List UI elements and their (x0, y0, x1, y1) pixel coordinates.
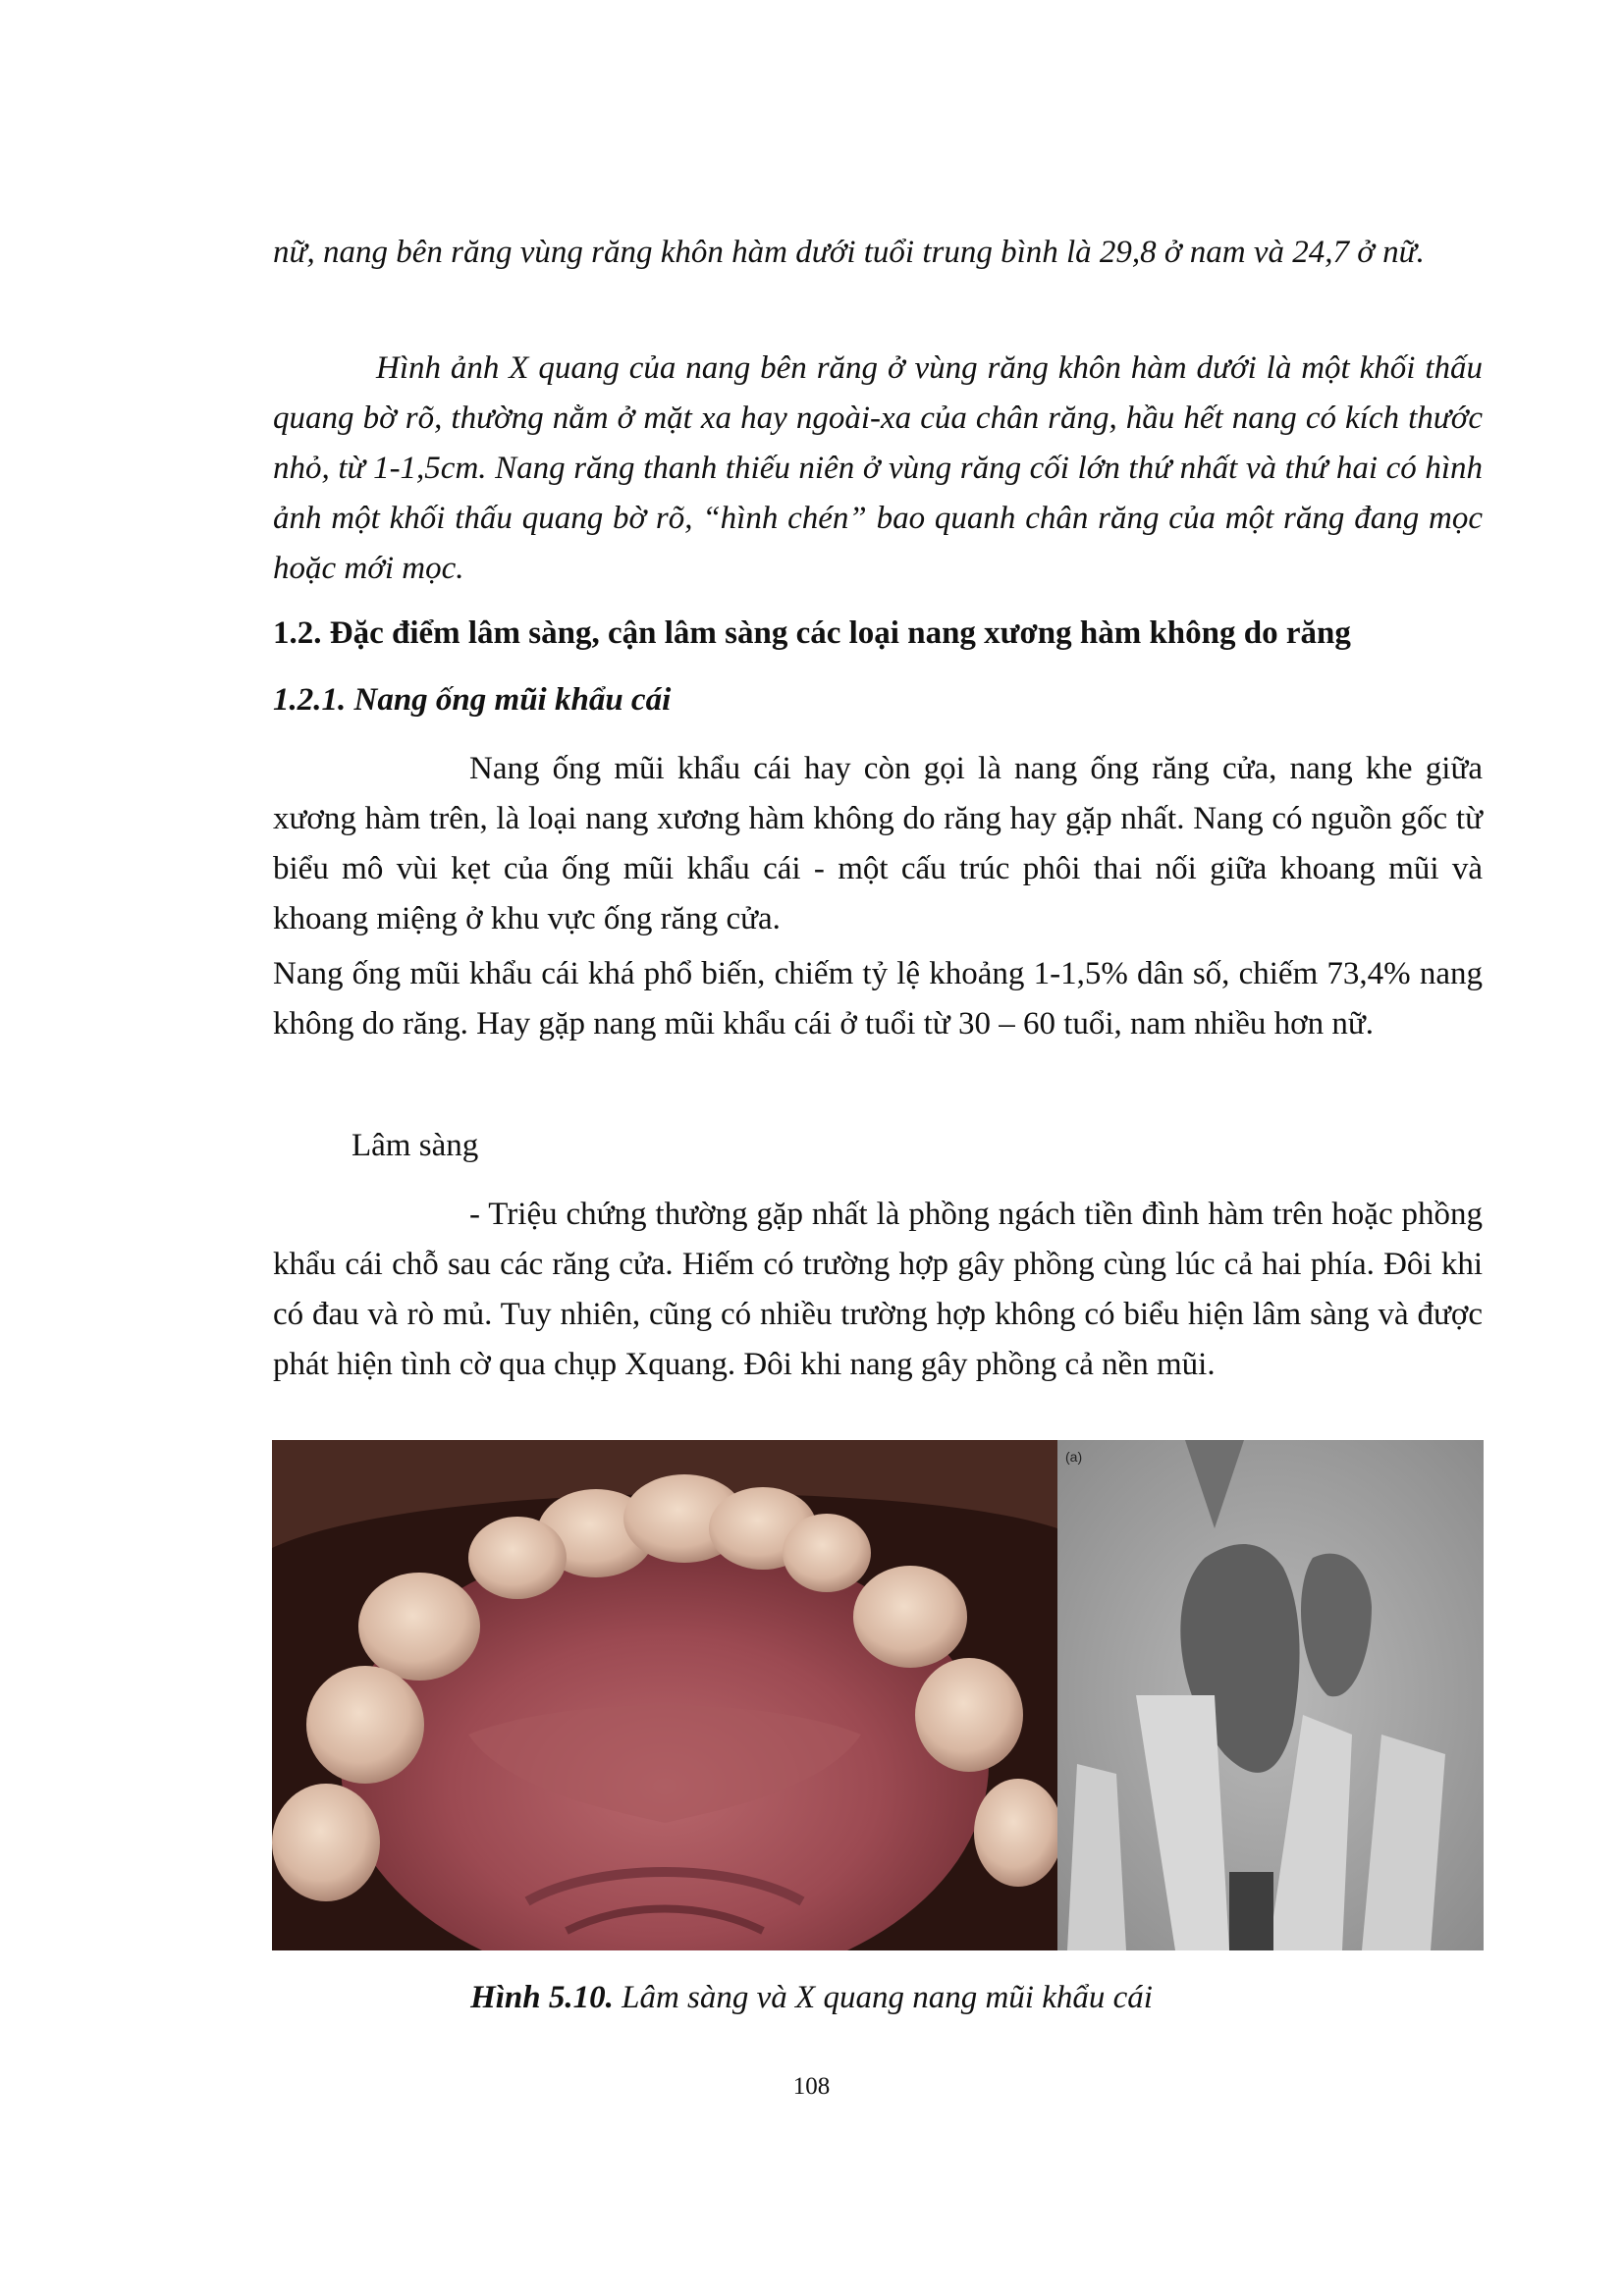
paragraph-3: Nang ống mũi khẩu cái hay còn gọi là nang ống răng cửa, nang khe giữa xương hàm trên, là loại nang xương hàm không do răng hay gặp nhất. Nang có nguồn gốc từ biểu mô vùi kẹt của ống mũi khẩu cái - một cấu trúc phôi thai nối giữa khoang mũi và khoang miệng ở khu vực ống răng cửa. (273, 751, 1483, 936)
paragraph-prevalence (273, 949, 1483, 1049)
figure-caption (0, 1980, 1623, 2016)
paragraph-xray-lateral (273, 344, 1483, 594)
paragraph-2: Hình ảnh X quang của nang bên răng ở vùng răng khôn hàm dưới là một khối thấu quang bờ rõ, thường nằm ở mặt xa hay ngoài-xa của chân răng, hầu hết nang có kích thước nhỏ, từ 1-1,5cm. Nang răng thanh thiếu niên ở vùng răng cối lớn thứ nhất và thứ hai có hình ảnh một khối thấu quang bờ rõ, “hình chén” bao quanh chân răng của một răng đang mọc hoặc mới mọc. (273, 350, 1483, 586)
xray-label: (a) (1065, 1449, 1083, 1465)
paragraph-definition (273, 744, 1483, 944)
paragraph-4: Nang ống mũi khẩu cái khá phổ biến, chiếm tỷ lệ khoảng 1-1,5% dân số, chiếm 73,4% nang không do răng. Hay gặp nang mũi khẩu cái ở tuổi từ 30 – 60 tuổi, nam nhiều hơn nữ. (273, 956, 1483, 1041)
heading-1-2-1: 1.2.1. Nang ống mũi khẩu cái (273, 682, 672, 718)
page-number: 108 (792, 2073, 831, 2100)
xray-image (1057, 1440, 1484, 1950)
subsection-heading (273, 675, 1483, 725)
caption-text: Lâm sàng và X quang nang mũi khẩu cái (613, 1980, 1153, 2015)
paragraph-continued (273, 228, 1483, 278)
paragraph-1: nữ, nang bên răng vùng răng khôn hàm dưới tuổi trung bình là 29,8 ở nam và 24,7 ở nữ. (273, 235, 1425, 270)
clinical-photo (272, 1440, 1057, 1950)
figure-5-10 (272, 1440, 1484, 1950)
paragraph-6: - Triệu chứng thường gặp nhất là phồng ngách tiền đình hàm trên hoặc phồng khẩu cái chỗ sau các răng cửa. Hiếm có trường hợp gây phồng cùng lúc cả hai phía. Đôi khi có đau và rò mủ. Tuy nhiên, cũng có nhiều trường hợp không có biểu hiện lâm sàng và được phát hiện tình cờ qua chụp Xquang. Đôi khi nang gây phồng cả nền mũi. (273, 1197, 1483, 1382)
paragraph-5: Lâm sàng (352, 1128, 479, 1163)
heading-1-2: 1.2. Đặc điểm lâm sàng, cận lâm sàng các loại nang xương hàm không do răng (273, 615, 1351, 651)
paragraph-clinical-label (273, 1121, 1483, 1171)
caption-label: Hình 5.10. (470, 1980, 614, 2015)
section-heading (273, 609, 1483, 659)
paragraph-symptoms (273, 1190, 1483, 1390)
